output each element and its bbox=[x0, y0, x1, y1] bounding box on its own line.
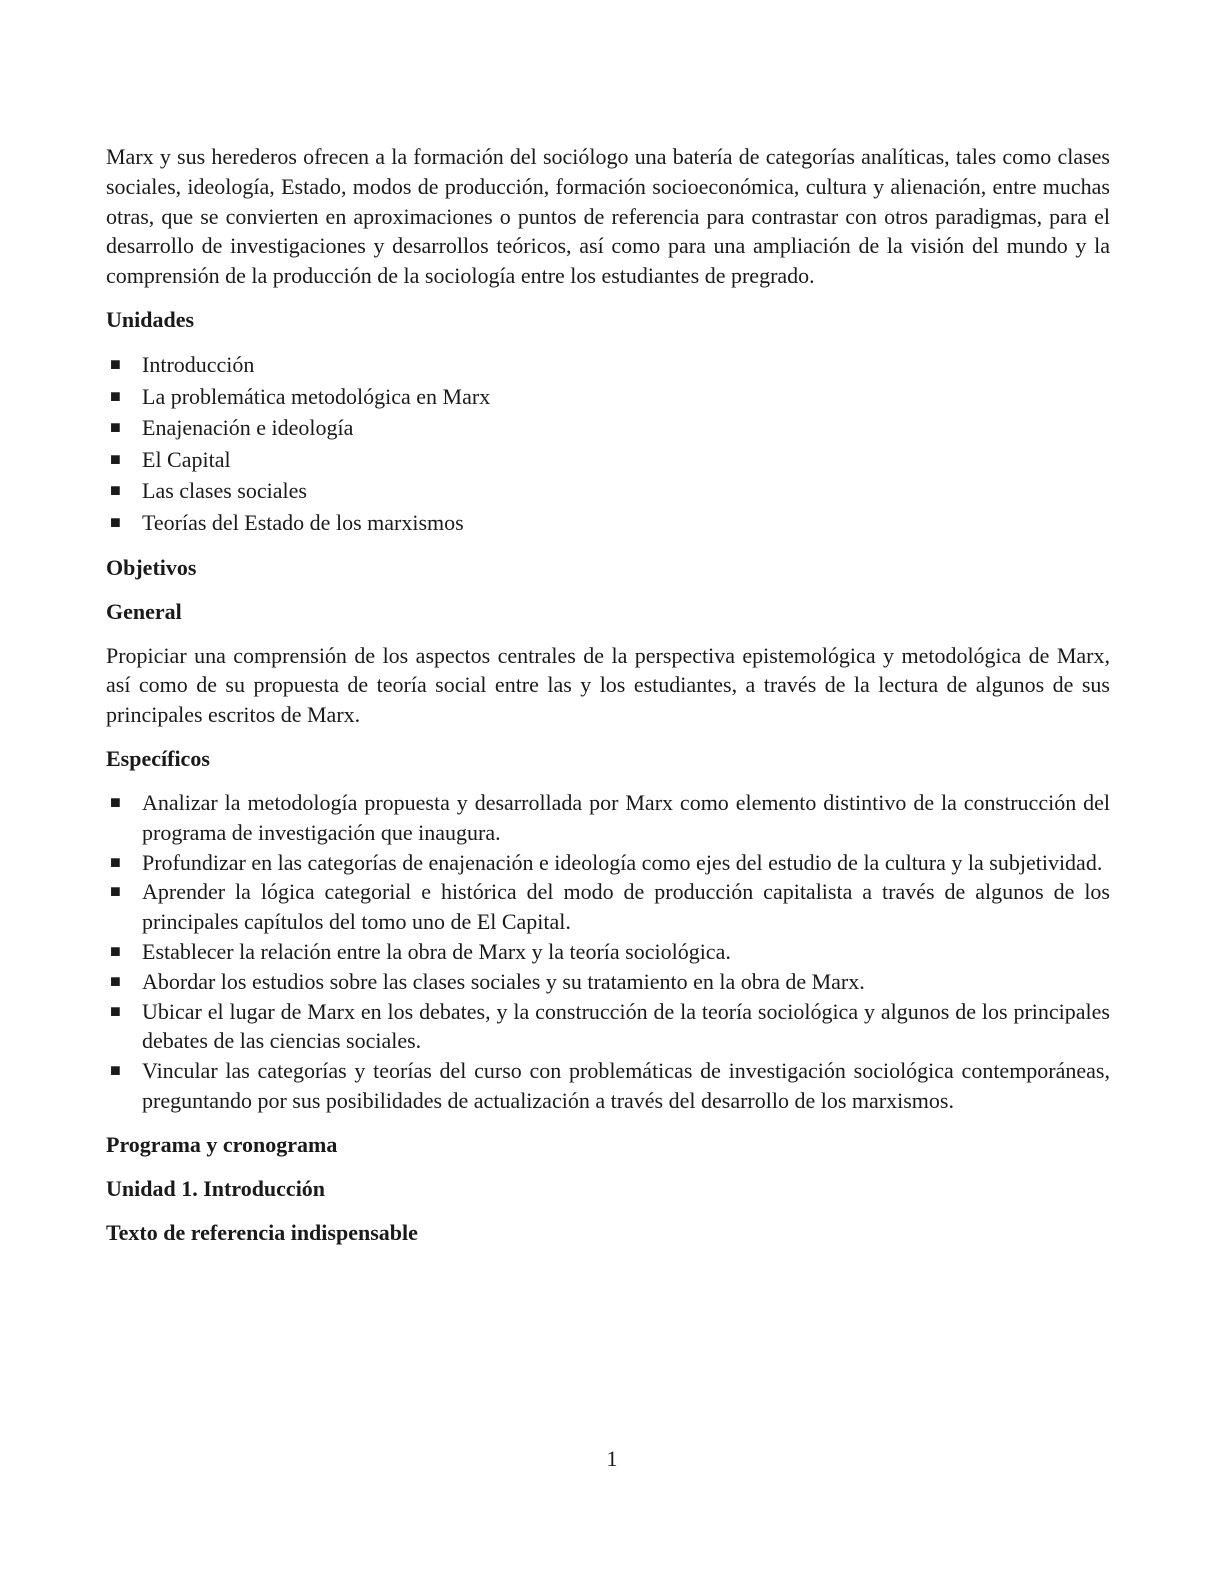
bullet-icon: ■ bbox=[110, 970, 121, 991]
objective-text: Aprender la lógica categorial e histórica del modo de producción capitalista a través de algunos de los principales capítulos del tomo uno de El Capital. bbox=[142, 879, 1110, 935]
list-item bbox=[106, 381, 1110, 413]
list-item bbox=[106, 475, 1110, 507]
bullet-icon: ■ bbox=[110, 448, 121, 469]
objective-text: Analizar la metodología propuesta y desarrollada por Marx como elemento distintivo de la construcción del programa de investigación que inaugura. bbox=[142, 789, 1110, 845]
intro-paragraph: Marx y sus herederos ofrecen a la formación del sociólogo una batería de categorías analíticas, tales como clases sociales, ideología, Estado, modos de producción, formación socioeconómica, cultura y alienación, entre muchas otras, que se convierten en aproximaciones o puntos de referencia para contrastar con otros paradigmas, para el desarrollo de investigaciones y desarrollos teóricos, así como para una ampliación de la visión del mundo y la comprensión de la producción de la sociología entre los estudiantes de pregrado. bbox=[106, 144, 1110, 289]
bullet-icon: ■ bbox=[110, 1000, 121, 1021]
list-item bbox=[106, 507, 1110, 539]
list-item bbox=[106, 937, 1110, 967]
reading-heading: Texto de referencia indispensable bbox=[106, 1219, 418, 1245]
bullet-icon: ■ bbox=[110, 385, 121, 406]
bullet-icon: ■ bbox=[110, 791, 121, 812]
general-heading: General bbox=[106, 598, 182, 624]
specific-objectives-list bbox=[106, 788, 1110, 1116]
objective-text: Establecer la relación entre la obra de Marx y la teoría sociológica. bbox=[142, 938, 731, 964]
objective-text: Abordar los estudios sobre las clases sociales y su tratamiento en la obra de Marx. bbox=[142, 968, 865, 994]
list-item bbox=[106, 349, 1110, 381]
general-objective-text: Propiciar una comprensión de los aspectos centrales de la perspectiva epistemológica y metodológica de Marx, así como de su propuesta de teoría social entre las y los estudiantes, a través de la lectura de algunos de sus principales escritos de Marx. bbox=[106, 642, 1110, 728]
objective-text: Vincular las categorías y teorías del curso con problemáticas de investigación sociológica contemporáneas, preguntando por sus posibilidades de actualización a través del desarrollo de los marxismos. bbox=[142, 1058, 1110, 1113]
program-heading: Programa y cronograma bbox=[106, 1131, 338, 1157]
list-item bbox=[106, 412, 1110, 444]
bullet-icon: ■ bbox=[110, 851, 121, 872]
bullet-icon: ■ bbox=[110, 417, 121, 438]
bullet-icon: ■ bbox=[110, 480, 121, 501]
unit-label: Las clases sociales bbox=[142, 478, 307, 504]
unit-label: Enajenación e ideología bbox=[142, 415, 354, 441]
page-number: 1 bbox=[606, 1446, 618, 1471]
list-item bbox=[106, 444, 1110, 476]
unit-label: Introducción bbox=[142, 351, 255, 377]
bullet-icon: ■ bbox=[110, 1060, 121, 1081]
list-item bbox=[106, 877, 1110, 937]
list-item bbox=[106, 788, 1110, 848]
document-page bbox=[106, 142, 1110, 1262]
units-heading: Unidades bbox=[106, 306, 195, 332]
bullet-icon: ■ bbox=[110, 511, 121, 532]
bullet-icon: ■ bbox=[110, 940, 121, 961]
unit-label: La problemática metodológica en Marx bbox=[142, 383, 491, 409]
bullet-icon: ■ bbox=[110, 881, 121, 902]
unit-label: Teorías del Estado de los marxismos bbox=[142, 509, 464, 535]
unit1-heading: Unidad 1. Introducción bbox=[106, 1175, 326, 1201]
specific-heading: Específicos bbox=[106, 745, 210, 771]
objective-text: Profundizar en las categorías de enajenación e ideología como ejes del estudio de la cultura y la subjetividad. bbox=[142, 849, 1103, 875]
list-item bbox=[106, 848, 1110, 878]
list-item bbox=[106, 967, 1110, 997]
objectives-heading: Objetivos bbox=[106, 554, 197, 580]
units-list bbox=[106, 349, 1110, 539]
list-item bbox=[106, 997, 1110, 1057]
bullet-icon: ■ bbox=[110, 353, 121, 374]
objective-text: Ubicar el lugar de Marx en los debates, y la construcción de la teoría sociológica y algunos de los principales debates de las ciencias sociales. bbox=[142, 998, 1110, 1054]
unit-label: El Capital bbox=[142, 446, 231, 472]
list-item bbox=[106, 1056, 1110, 1116]
